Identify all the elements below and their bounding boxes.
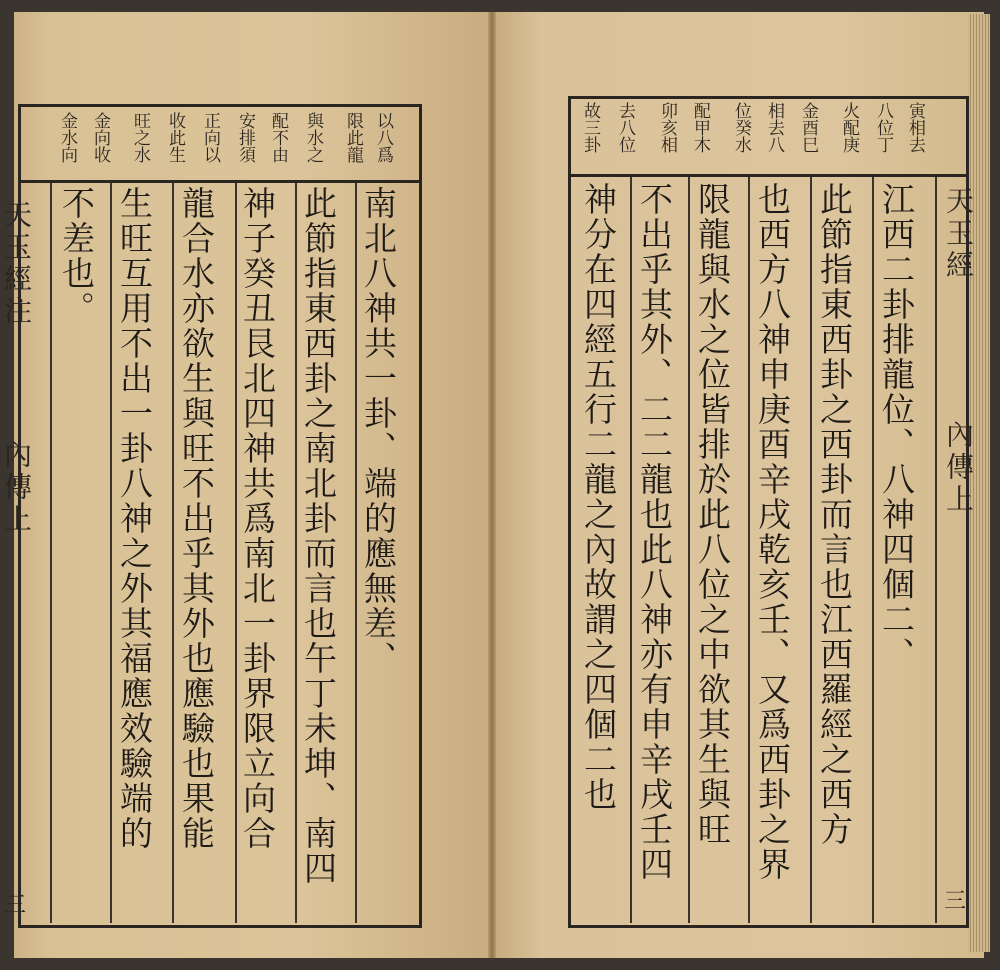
right-note: 故三卦 bbox=[580, 102, 600, 153]
left-note: 安排須 bbox=[235, 112, 255, 163]
right-column-rule bbox=[810, 177, 812, 923]
right-column-rule bbox=[935, 177, 937, 923]
right-note: 寅相去 bbox=[905, 102, 925, 153]
right-header-divider bbox=[568, 174, 966, 177]
left-note: 以八爲 bbox=[373, 112, 393, 163]
left-note: 配不由 bbox=[268, 112, 288, 163]
right-note: 相去八 bbox=[764, 102, 784, 153]
left-text-column: 此節指東西卦之南北卦而言也午丁未坤、南四 bbox=[299, 186, 338, 886]
left-note: 旺之水 bbox=[130, 112, 150, 163]
left-text-column: 南北八神共一卦、端的應無差、 bbox=[359, 186, 398, 676]
book-gutter bbox=[488, 12, 496, 958]
left-margin-section: 內傳上 bbox=[0, 440, 33, 536]
left-column-rule bbox=[50, 183, 52, 923]
right-text-column: 不出乎其外、二二龍也此八神亦有申辛戌壬四 bbox=[635, 182, 674, 882]
left-column-rule bbox=[355, 183, 357, 923]
right-margin-title: 天玉經 bbox=[942, 186, 975, 282]
right-text-column: 限龍與水之位皆排於此八位之中欲其生與旺 bbox=[693, 182, 732, 847]
right-note: 卯亥相 bbox=[657, 102, 677, 153]
left-text-column: 生旺互用不出一卦八神之外其福應效驗端的 bbox=[115, 186, 154, 851]
right-text-column: 神分在四經五行二龍之內故謂之四個二也 bbox=[579, 182, 618, 812]
right-column-rule bbox=[688, 177, 690, 923]
left-column-rule bbox=[110, 183, 112, 923]
left-text-column: 神子癸丑艮北四神共爲南北一卦界限立向合 bbox=[238, 186, 277, 851]
right-margin-section: 內傳上 bbox=[942, 420, 975, 516]
right-text-column: 也西方八神申庚酉辛戌乾亥壬、又爲西卦之界 bbox=[753, 182, 792, 882]
right-column-rule bbox=[748, 177, 750, 923]
left-header-divider bbox=[18, 180, 419, 183]
left-note: 金水向 bbox=[57, 112, 77, 163]
right-note: 去八位 bbox=[615, 102, 635, 153]
right-note: 配甲木 bbox=[690, 102, 710, 153]
left-note: 與水之 bbox=[303, 112, 323, 163]
left-note: 限此龍 bbox=[343, 112, 363, 163]
right-note: 位癸水 bbox=[731, 102, 751, 153]
left-column-rule bbox=[172, 183, 174, 923]
right-text-column: 江西二卦排龍位、八神四個二、 bbox=[877, 182, 916, 672]
left-margin-title: 天玉經注 bbox=[0, 200, 33, 328]
left-page-number: 三 bbox=[4, 893, 27, 918]
left-column-rule bbox=[295, 183, 297, 923]
left-note: 收此生 bbox=[165, 112, 185, 163]
left-text-column: 不差也。 bbox=[57, 186, 96, 326]
right-column-rule bbox=[872, 177, 874, 923]
left-note: 正向以 bbox=[200, 112, 220, 163]
right-note: 火配庚 bbox=[839, 102, 859, 153]
right-note: 金酉巳 bbox=[798, 102, 818, 153]
right-text-column: 此節指東西卦之西卦而言也江西羅經之西方 bbox=[815, 182, 854, 847]
left-text-column: 龍合水亦欲生與旺不出乎其外也應驗也果能 bbox=[177, 186, 216, 851]
right-column-rule bbox=[630, 177, 632, 923]
right-page-number: 三 bbox=[944, 889, 967, 914]
right-note: 八位丁 bbox=[873, 102, 893, 153]
left-note: 金向收 bbox=[90, 112, 110, 163]
